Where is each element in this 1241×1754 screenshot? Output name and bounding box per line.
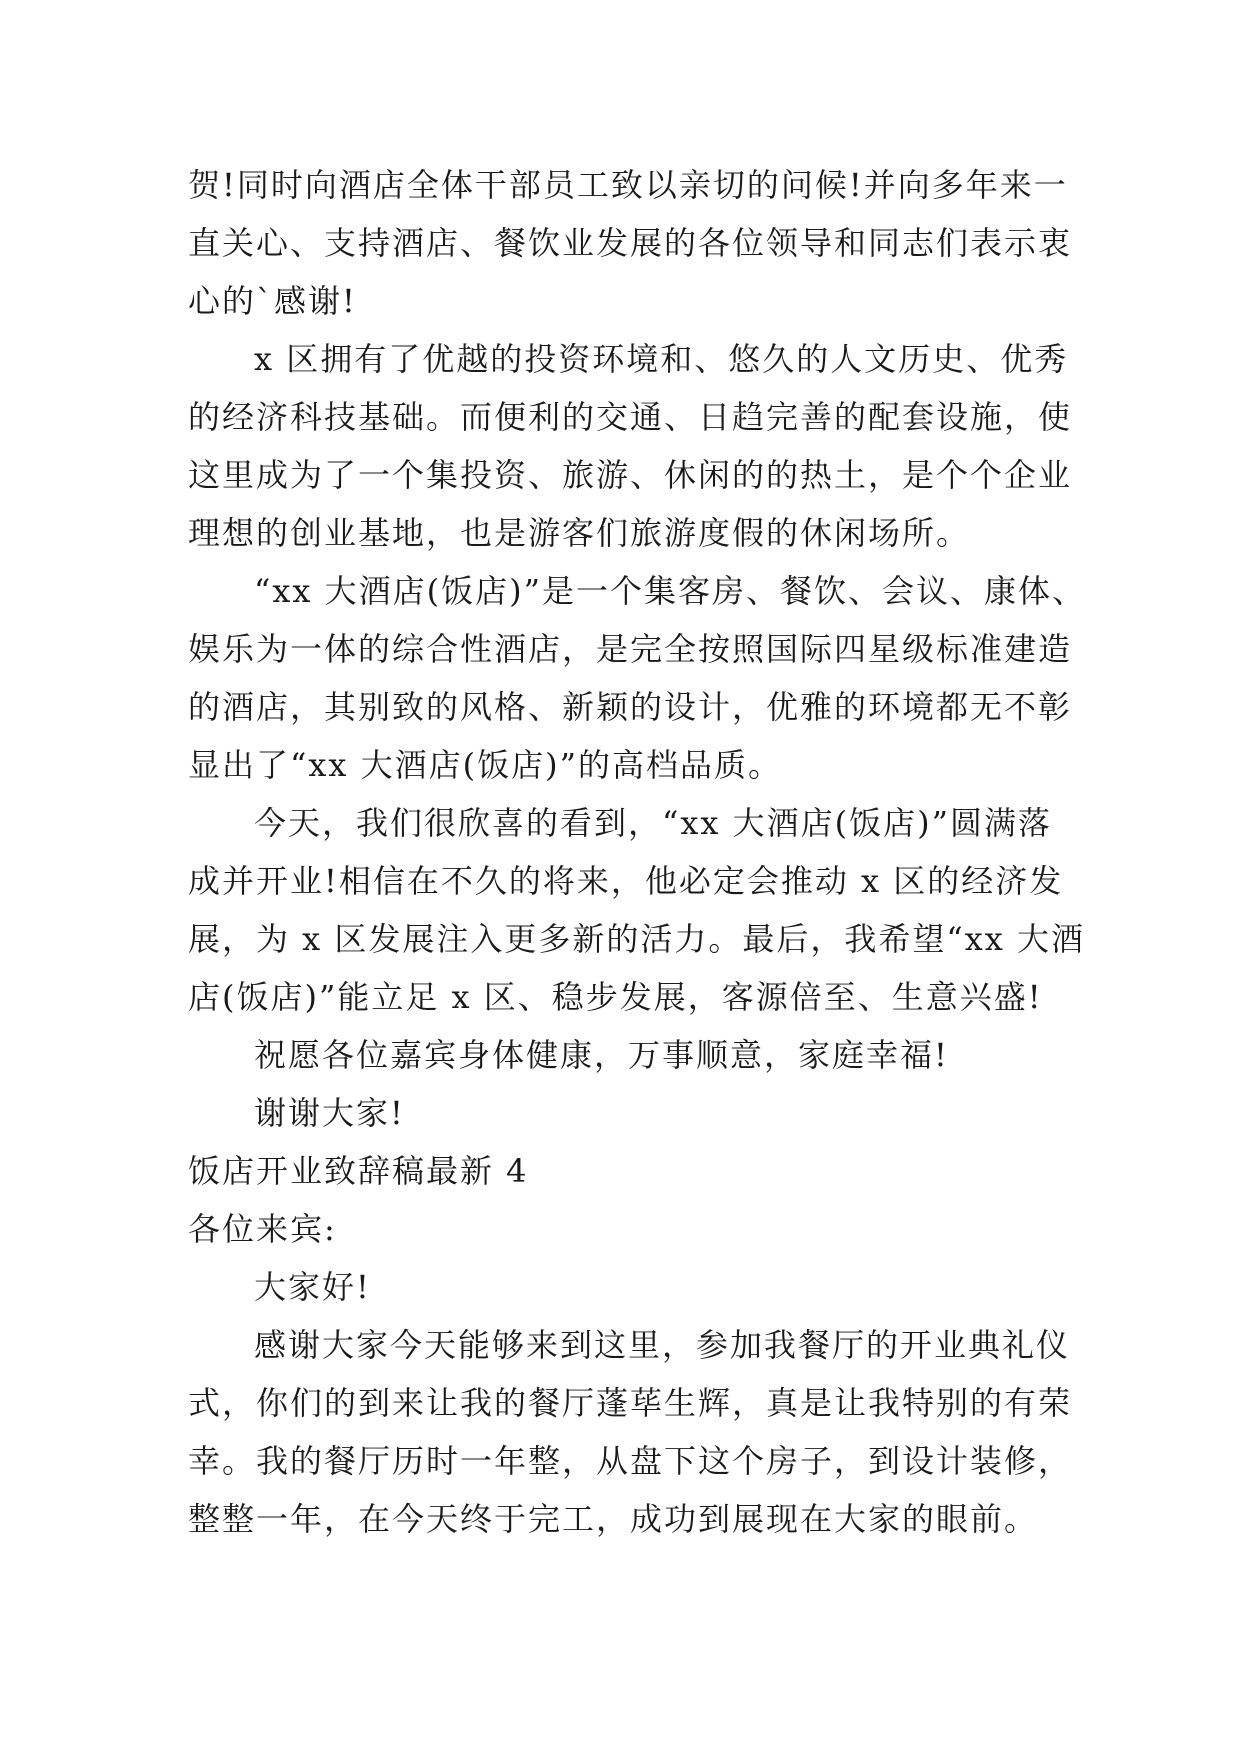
text-line: 整整一年，在今天终于完工，成功到展现在大家的眼前。 (188, 1500, 1039, 1538)
text-line: 理想的创业基地，也是游客们旅游度假的休闲场所。 (188, 514, 971, 552)
text-line: 式，你们的到来让我的餐厅蓬荜生辉，真是让我特别的有荣 (188, 1384, 1073, 1422)
text-line: 谢谢大家! (254, 1094, 405, 1132)
text-line: “xx 大酒店(饭店)”是一个集客房、餐饮、会议、康体、 (254, 572, 1086, 610)
text-line: 这里成为了一个集投资、旅游、休闲的的热土，是个个企业 (188, 456, 1073, 494)
text-line: 的经济科技基础。而便利的交通、日趋完善的配套设施，使 (188, 398, 1073, 436)
text-line: 今天，我们很欣喜的看到，“xx 大酒店(饭店)”圆满落 (254, 804, 1052, 842)
text-line: x 区拥有了优越的投资环境和、悠久的人文历史、优秀 (254, 340, 1069, 378)
text-line: 祝愿各位嘉宾身体健康，万事顺意，家庭幸福! (254, 1036, 949, 1074)
text-line: 心的`感谢! (188, 282, 357, 320)
section-heading: 饭店开业致辞稿最新 4 (188, 1152, 529, 1190)
text-line: 的酒店，其别致的风格、新颖的设计，优雅的环境都无不彰 (188, 688, 1073, 726)
text-line: 感谢大家今天能够来到这里，参加我餐厅的开业典礼仪 (254, 1326, 1071, 1364)
text-line: 幸。我的餐厅历时一年整，从盘下这个房子，到设计装修， (188, 1442, 1073, 1480)
text-line: 展，为 x 区发展注入更多新的活力。最后，我希望“xx 大酒 (188, 920, 1086, 958)
text-line: 娱乐为一体的综合性酒店，是完全按照国际四星级标准建造 (188, 630, 1073, 668)
greeting: 大家好! (254, 1268, 371, 1306)
text-line: 店(饭店)”能立足 x 区、稳步发展，客源倍至、生意兴盛! (188, 978, 1043, 1016)
salutation: 各位来宾: (188, 1210, 337, 1248)
text-line: 直关心、支持酒店、餐饮业发展的各位领导和同志们表示衷 (188, 224, 1073, 262)
text-line: 显出了“xx 大酒店(饭店)”的高档品质。 (188, 746, 782, 784)
text-line: 贺!同时向酒店全体干部员工致以亲切的问候!并向多年来一 (188, 166, 1068, 204)
text-line: 成并开业!相信在不久的将来，他必定会推动 x 区的经济发 (188, 862, 1064, 900)
document-body (188, 156, 1086, 1548)
